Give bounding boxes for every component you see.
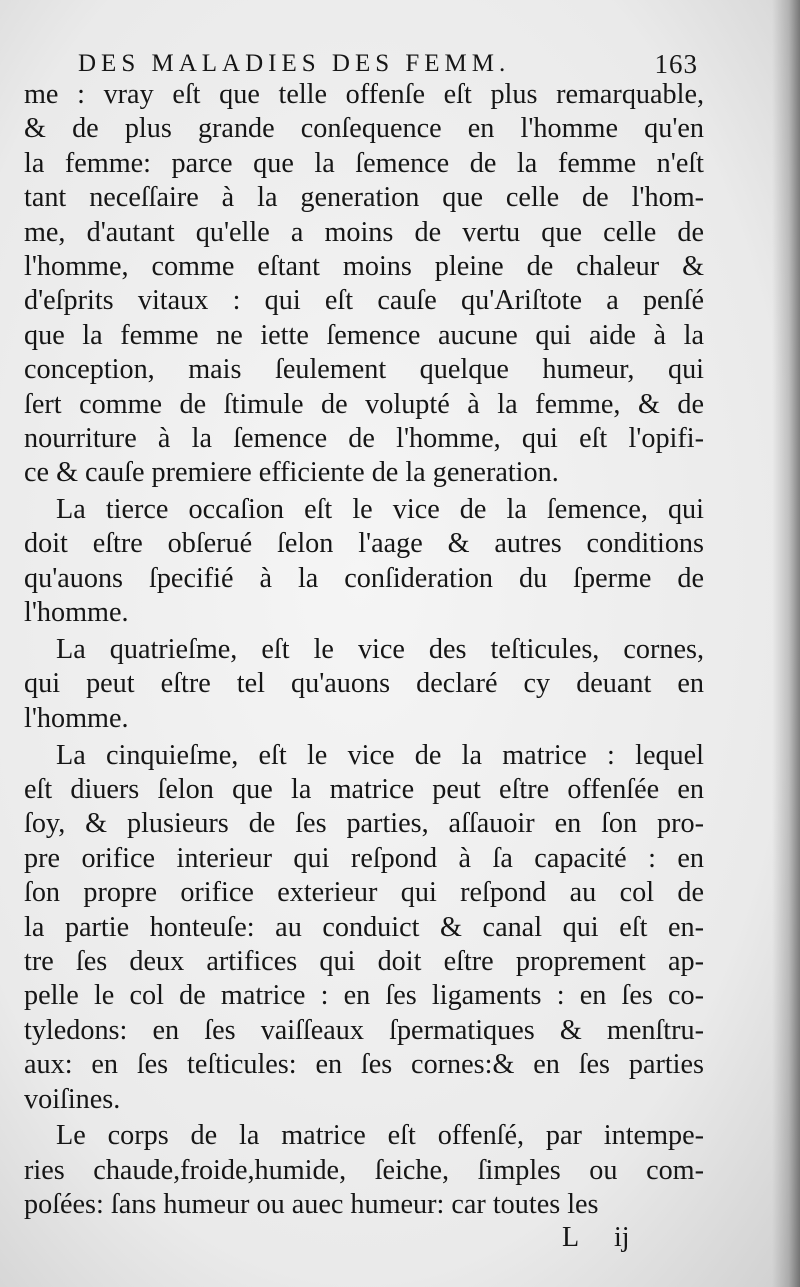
- body-text: [24, 78, 704, 1225]
- paragraph: [24, 78, 704, 491]
- text-line: & de plus grande conſequence en l'homme qu'en: [24, 113, 704, 145]
- text-line: nourriture à la ſemence de l'homme, qui eſt l'opifi-: [24, 422, 704, 454]
- text-line: eſt diuers ſelon que la matrice peut eſtre offenſée en: [24, 773, 704, 805]
- text-line: pre orifice interieur qui reſpond à ſa capacité : en: [24, 842, 704, 874]
- paragraph: [24, 1119, 704, 1222]
- text-line: tyledons: en ſes vaiſſeaux ſpermatiques & menſtru-: [24, 1014, 704, 1046]
- text-line: que la femme ne iette ſemence aucune qui aide à la: [24, 319, 704, 351]
- text-line: tant neceſſaire à la generation que celle de l'hom-: [24, 182, 704, 214]
- text-line: voiſines.: [24, 1083, 121, 1115]
- text-line: doit eſtre obſerué ſelon l'aage & autres conditions: [24, 528, 704, 560]
- text-line: qui peut eſtre tel qu'auons declaré cy deuant en: [24, 668, 704, 700]
- text-line: La quatrieſme, eſt le vice des teſticules, cornes,: [56, 634, 704, 666]
- paragraph: [24, 633, 704, 736]
- text-line: la partie honteuſe: au conduict & canal qui eſt en-: [24, 911, 704, 943]
- text-line: qu'auons ſpecifié à la conſideration du ſperme de: [24, 562, 704, 594]
- text-line: l'homme, comme eſtant moins pleine de chaleur &: [24, 250, 704, 282]
- text-line: La cinquieſme, eſt le vice de la matrice : lequel: [56, 739, 704, 771]
- text-line: l'homme.: [24, 597, 129, 629]
- page-number: 163: [654, 49, 698, 79]
- text-line: La tierce occaſion eſt le vice de la ſemence, qui: [56, 494, 704, 526]
- signature-letter: L: [562, 1222, 580, 1253]
- text-line: ſoy, & plusieurs de ſes parties, aſſauoir en ſon pro-: [24, 808, 704, 840]
- paragraph: [24, 739, 704, 1117]
- text-line: ries chaude,froide,humide, ſeiche, ſimples ou com-: [24, 1154, 704, 1186]
- text-line: Le corps de la matrice eſt offenſé, par intempe-: [56, 1120, 704, 1152]
- text-line: me : vray eſt que telle offenſe eſt plus remarquable,: [24, 79, 704, 110]
- text-line: pelle le col de matrice : en ſes ligaments : en ſes co-: [24, 980, 704, 1012]
- signature-number: ij: [614, 1222, 630, 1253]
- text-line: la femme: parce que la ſemence de la femme n'eſt: [24, 147, 704, 179]
- text-line: conception, mais ſeulement quelque humeur, qui: [24, 354, 704, 386]
- text-line: l'homme.: [24, 702, 129, 734]
- signature-mark: [556, 1218, 696, 1258]
- text-line: d'eſprits vitaux : qui eſt cauſe qu'Ariſtote a penſé: [24, 285, 704, 317]
- text-line: poſées: ſans humeur ou auec humeur: car toutes les: [24, 1189, 599, 1221]
- text-line: me, d'autant qu'elle a moins de vertu que celle de: [24, 216, 704, 248]
- text-line: ſon propre orifice exterieur qui reſpond au col de: [24, 877, 704, 909]
- text-line: aux: en ſes teſticules: en ſes cornes:& en ſes parties: [24, 1049, 704, 1081]
- paragraph: [24, 493, 704, 631]
- page-edge-shadow: [772, 0, 800, 1287]
- text-line: ce & cauſe premiere efficiente de la generation.: [24, 457, 559, 489]
- text-line: tre ſes deux artifices qui doit eſtre proprement ap-: [24, 945, 704, 977]
- text-line: ſert comme de ſtimule de volupté à la femme, & de: [24, 388, 704, 420]
- running-head-title: DES MALADIES DES FEMM.: [78, 50, 511, 77]
